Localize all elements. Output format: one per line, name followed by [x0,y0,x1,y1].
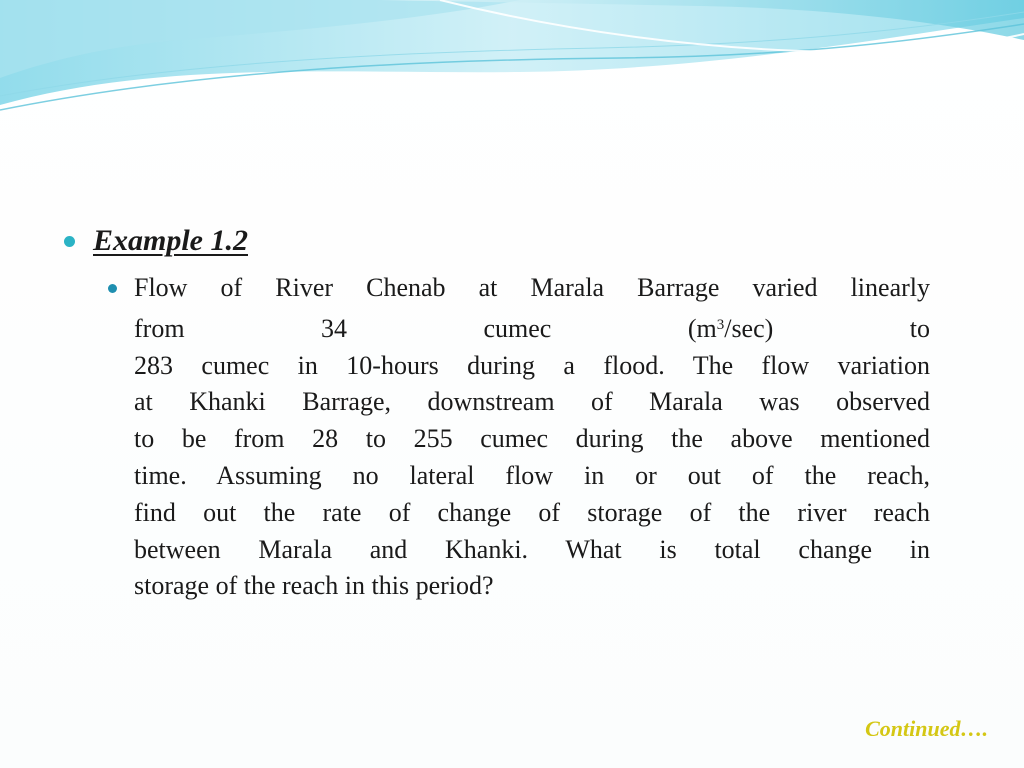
paragraph-line-2-tail: /sec) to [724,313,931,343]
paragraph-line-2 [134,307,930,348]
paragraph-line-4: at Khanki Barrage, downstream of Marala was observed [134,387,930,417]
paragraph-line-7: find out the rate of change of storage of the river reach [134,497,930,527]
paragraph-line-5: to be from 28 to 255 cumec during the above mentioned [134,424,930,454]
continued-footer: Continued…. [865,716,988,741]
superscript-3: 3 [716,316,725,333]
example-heading: Example 1.2 [93,224,248,257]
slide-body [62,222,966,605]
heading-item [62,222,966,260]
paragraph-line-3: 283 cumec in 10-hours during a flood. The flow variation [134,350,930,380]
paragraph-line-2-text: from 34 cumec (m [134,313,717,343]
paragraph-line-6: time. Assuming no lateral flow in or out of the reach, [134,460,930,490]
bullet-dot-icon [64,236,75,247]
paragraph-line-9: storage of the reach in this period? [134,571,494,601]
paragraph-line-8: between Marala and Khanki. What is total change in [134,534,930,564]
paragraph-line-1: Flow of River Chenab at Marala Barrage varied linearly [134,273,930,302]
header-wave-decoration [0,0,1024,130]
problem-statement [102,270,930,605]
bullet-dot-icon [108,284,117,293]
